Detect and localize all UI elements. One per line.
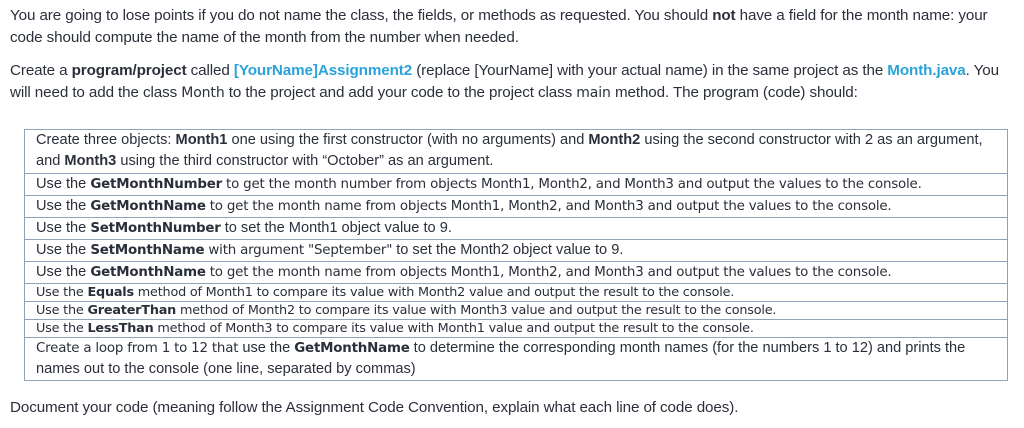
row8-text-a: Use the <box>36 321 88 336</box>
month3-name: Month3 <box>64 153 117 169</box>
intro-paragraph <box>10 5 1010 49</box>
main-method-name: main <box>576 85 611 101</box>
create-text-a: Create a <box>10 62 72 79</box>
method-name: GetMonthName <box>294 341 410 356</box>
row0-text-a: Create three objects: <box>36 132 176 148</box>
row5-text-b: to get the month name from objects Month1, Month2, and Month3 and output the values to the console. <box>205 265 892 280</box>
requirement-greater-than <box>25 302 1008 320</box>
create-paragraph <box>10 60 1010 104</box>
requirement-get-month-number <box>25 174 1008 196</box>
method-name: LessThan <box>87 321 154 336</box>
requirement-loop <box>25 338 1008 381</box>
row9-text-a: Create a loop from 1 to 12 that <box>36 341 243 356</box>
row0-text-b: one using the first constructor (with no arguments) and <box>227 132 589 148</box>
requirement-create-objects <box>25 130 1008 174</box>
row2-text-a: Use the <box>36 198 91 214</box>
row0-text-d: using the third constructor with “October” as an argument. <box>116 153 494 169</box>
create-text-e: to the project and add your code to the project class <box>224 84 577 101</box>
requirement-get-month-name <box>25 196 1008 218</box>
table-row <box>25 320 1008 338</box>
row8-text-b: method of Month3 to compare its value with Month1 value and output the result to the console. <box>153 321 754 336</box>
row3-text-a: Use the <box>36 220 91 236</box>
create-text-f: method. The program (code) should: <box>610 84 858 101</box>
row7-text-a: Use the <box>36 303 88 318</box>
requirement-set-month-number <box>25 218 1008 240</box>
intro-text-a: You are going to lose points if you do not name the class, the fields, or methods as requested. You should <box>10 7 713 24</box>
requirement-equals <box>25 284 1008 302</box>
table-row <box>25 130 1008 174</box>
month1-name: Month1 <box>175 132 228 148</box>
requirement-less-than <box>25 320 1008 338</box>
requirement-get-month-name-again <box>25 262 1008 284</box>
method-name: SetMonthName <box>90 243 205 258</box>
create-text-d: . You will need to add the class <box>10 62 999 101</box>
method-name: GreaterThan <box>87 303 177 318</box>
method-name: GetMonthNumber <box>90 177 222 192</box>
row2-text-b: to get the month name from objects Month1, Month2, and Month3 and output the values to the console. <box>205 199 892 214</box>
row6-text-b: method of Month1 to compare its value with Month2 value and output the result to the console. <box>133 285 735 300</box>
intro-text-b: have a field for the month name: your code should compute the name of the month from the number when needed. <box>10 7 988 46</box>
requirement-set-month-name <box>25 240 1008 262</box>
table-row <box>25 218 1008 240</box>
assignment-name: [YourName]Assignment2 <box>233 62 413 79</box>
row4-text-b: with argument "September" <box>204 243 393 258</box>
month-java-filename: Month.java <box>887 62 966 79</box>
table-row <box>25 196 1008 218</box>
intro-emphasis-not: not <box>712 7 736 24</box>
row4-text-c: to set the Month2 object value to 9. <box>392 242 624 258</box>
month2-name: Month2 <box>588 132 641 148</box>
row1-text-a: Use the <box>36 176 91 192</box>
row9-text-c: to determine the corresponding month names (for the numbers 1 to 12) and prints the names out to the console (one line, separated by commas) <box>36 340 966 377</box>
create-text-b: called <box>186 62 234 79</box>
row1-text-b: to get the month number from objects Month1, Month2, and Month3 and output the values to the console. <box>222 177 922 192</box>
row5-text-a: Use the <box>36 264 91 280</box>
method-name: GetMonthName <box>90 199 206 214</box>
table-row <box>25 262 1008 284</box>
row7-text-b: method of Month2 to compare its value with Month3 value and output the result to the console. <box>176 303 777 318</box>
method-name: SetMonthNumber <box>90 221 221 236</box>
table-row <box>25 338 1008 381</box>
program-project-term: program/project <box>71 62 187 79</box>
month-class-name: Month <box>181 85 225 101</box>
row9-text-b: use the <box>242 340 295 356</box>
create-text-c: (replace [YourName] with your actual name) in the same project as the <box>412 62 888 79</box>
requirements-table <box>24 129 1008 381</box>
table-row <box>25 284 1008 302</box>
method-name: GetMonthName <box>90 265 206 280</box>
table-row <box>25 240 1008 262</box>
document-instruction: Document your code (meaning follow the Assignment Code Convention, explain what each line of code does). <box>10 399 739 416</box>
row0-text-c: using the second constructor with 2 as an argument, and <box>36 132 983 169</box>
row3-text-b: to set the Month1 object value to 9. <box>220 220 452 236</box>
table-row <box>25 174 1008 196</box>
row4-text-a: Use the <box>36 242 91 258</box>
method-name: Equals <box>87 285 134 300</box>
table-row <box>25 302 1008 320</box>
row6-text-a: Use the <box>36 285 88 300</box>
